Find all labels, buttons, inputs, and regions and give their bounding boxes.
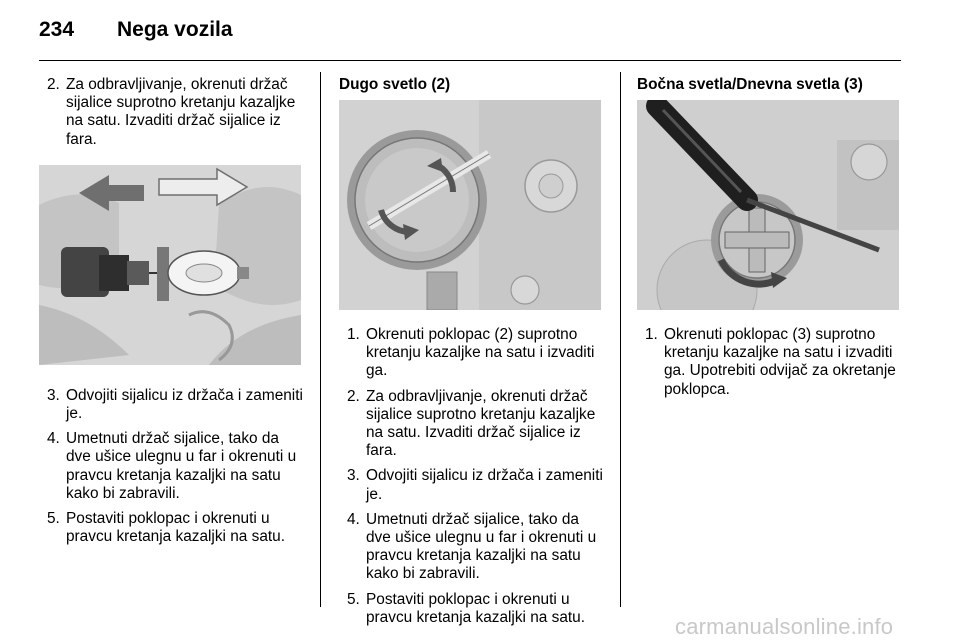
watermark: carmanualsonline.info — [675, 614, 894, 639]
instruction-step — [637, 326, 905, 399]
instruction-step — [39, 510, 307, 546]
step-text: Odvojiti sijalicu iz držača i zameniti je. — [66, 386, 303, 423]
instruction-step — [39, 430, 307, 503]
steps-high-beam — [339, 326, 607, 627]
column-1 — [39, 76, 307, 553]
step-number: 2. — [347, 387, 360, 405]
column-3 — [637, 76, 905, 406]
instruction-step — [39, 387, 307, 423]
step-text: Odvojiti sijalicu iz držača i zameniti je. — [366, 467, 603, 503]
column-2 — [339, 76, 607, 634]
instruction-step — [339, 591, 607, 627]
instruction-step — [39, 76, 307, 149]
step-number: 1. — [645, 326, 658, 343]
chapter-title: Nega vozila — [117, 18, 233, 41]
high-beam-cover-illustration — [339, 100, 601, 312]
section-heading-side-lights: Bočna svetla/Dnevna svetla (3) — [637, 76, 863, 93]
step-text: Umetnuti držač sijalice, tako da dve ušice ulegnu u far i okrenuti u pravcu kretanja kazaljki na satu kako bi zabravili. — [366, 510, 597, 583]
step-text: Postaviti poklopac i okrenuti u pravcu kretanja kazaljki na satu. — [66, 510, 286, 546]
page-number: 234 — [39, 18, 75, 41]
step-number: 2. — [47, 76, 60, 93]
instruction-step — [339, 326, 607, 381]
column-divider-left — [320, 72, 321, 607]
column-divider-right — [620, 72, 621, 607]
steps-side-lights — [637, 326, 905, 399]
step-number: 4. — [347, 510, 360, 528]
step-number: 3. — [47, 386, 60, 404]
step-number: 5. — [47, 510, 60, 528]
step-text: Umetnuti držač sijalice, tako da dve ušice ulegnu u far i okrenuti u pravcu kretanja kazaljki na satu kako bi zabravili. — [66, 430, 297, 502]
bulb-holder-illustration — [39, 165, 301, 373]
step-number: 4. — [47, 430, 60, 448]
step-text: Za odbravljivanje, okrenuti držač sijalice suprotno kretanju kazaljke na satu. Izvaditi držač sijalice iz fara. — [66, 76, 296, 148]
steps-bottom — [39, 387, 307, 547]
header-rule — [39, 60, 901, 61]
step-text: Okrenuti poklopac (2) suprotno kretanju kazaljke na satu i izvaditi ga. — [366, 326, 595, 380]
instruction-step — [339, 511, 607, 584]
steps-top — [39, 76, 307, 149]
step-text: Postaviti poklopac i okrenuti u pravcu kretanja kazaljki na satu. — [366, 590, 586, 626]
section-heading-high-beam: Dugo svetlo (2) — [339, 76, 451, 93]
step-text: Okrenuti poklopac (3) suprotno kretanju kazaljke na satu i izvaditi ga. Upotrebiti odvijač za okretanje poklopca. — [664, 326, 896, 398]
step-text: Za odbravljivanje, okrenuti držač sijalice suprotno kretanju kazaljke na satu. Izvaditi držač sijalice iz fara. — [366, 387, 596, 460]
instruction-step — [339, 388, 607, 461]
step-number: 3. — [347, 467, 360, 485]
step-number: 1. — [347, 326, 360, 343]
side-light-screwdriver-illustration — [637, 100, 899, 312]
instruction-step — [339, 467, 607, 503]
step-number: 5. — [347, 590, 360, 608]
